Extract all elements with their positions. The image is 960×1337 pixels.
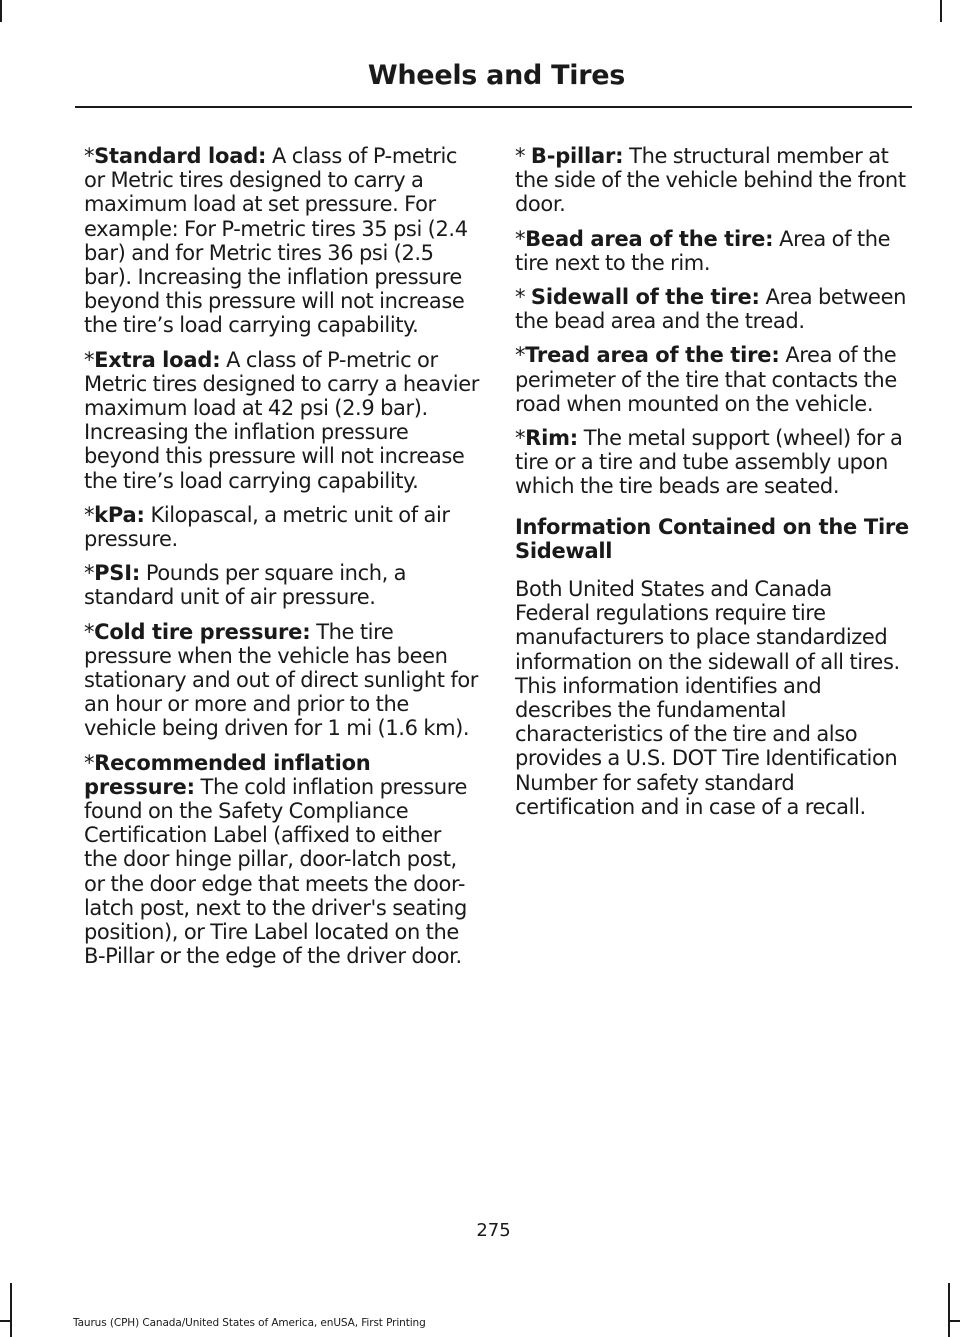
term: Bead area of the tire: (525, 226, 774, 251)
page-title: Wheels and Tires (367, 60, 625, 91)
term: Rim: (525, 426, 578, 451)
crop-mark-top-left (0, 0, 2, 22)
page-number: 275 (476, 1220, 511, 1241)
section-heading: Information Contained on the Tire Sidewall (515, 514, 909, 563)
term: kPa: (94, 502, 145, 527)
definition-sidewall: * Sidewall of the tire: Area between the bead area and the tread. (515, 285, 907, 334)
right-column (515, 144, 910, 829)
left-column (84, 144, 479, 979)
crop-mark-bottom-right-h (948, 1320, 960, 1322)
definition-cold-tire-pressure: *Cold tire pressure: The tire pressure when the vehicle has been stationary and out of direct sunlight for an hour or more and prior to the vehicle being driven for 1 mi (1.6 km). (84, 619, 479, 741)
definition-standard-load: *Standard load: A class of P-metric or Metric tires designed to carry a maximum load at set pressure. For example: For P-metric tires 35 psi (2.4 bar) and for Metric tires 36 psi (2.5 bar). Increasing the inflation pressure beyond this pressure will not increase the tire’s load carrying capability. (84, 144, 468, 338)
crop-mark-bottom-left-h (0, 1320, 12, 1322)
crop-mark-bottom-left (10, 1283, 12, 1337)
definition-tread-area: *Tread area of the tire: Area of the perimeter of the tire that contacts the road when mounted on the vehicle. (515, 343, 897, 416)
term: Extra load: (94, 347, 221, 372)
term: Tread area of the tire: (525, 343, 780, 368)
header-divider (75, 106, 912, 108)
definition-kpa: *kPa: Kilopascal, a metric unit of air pressure. (84, 502, 450, 552)
term: B-pillar: (530, 144, 624, 168)
term: Cold tire pressure: (94, 619, 311, 644)
definition-bead-area: *Bead area of the tire: Area of the tire next to the rim. (515, 226, 891, 275)
term: Sidewall of the tire: (530, 285, 760, 310)
footer-text: Taurus (CPH) Canada/United States of America, enUSA, First Printing (73, 1317, 426, 1329)
term: Standard load: (94, 144, 267, 168)
definition-b-pillar: * B-pillar: The structural member at the side of the vehicle behind the front door. (515, 144, 906, 217)
definition-rim: *Rim: The metal support (wheel) for a tire or a tire and tube assembly upon which the tire beads are seated. (515, 426, 903, 499)
crop-mark-bottom-right (948, 1283, 950, 1337)
term: PSI: (94, 561, 141, 586)
definition-psi: *PSI: Pounds per square inch, a standard unit of air pressure. (84, 561, 407, 610)
section-body: Both United States and Canada Federal regulations require tire manufacturers to place standardized information on the sidewall of all tires. This information identifies and describes the fundamental characteristics of the tire and also provides a U.S. DOT Tire Identification Number for safety standard certification and in case of a recall. (515, 577, 900, 819)
definition-extra-load: *Extra load: A class of P-metric or Metric tires designed to carry a heavier maximum load at 42 psi (2.9 bar). Increasing the inflation pressure beyond this pressure will not increase the tire’s load carrying capability. (84, 347, 479, 493)
crop-mark-top-right (940, 0, 942, 22)
definition-recommended-inflation-pressure: *Recommended inflation pressure: The cold inflation pressure found on the Safety Compliance Certification Label (affixed to either the door hinge pillar, door-latch post, or the door edge that meets the door-latch post, next to the driver's seating position), or Tire Label located on the B-Pillar or the edge of the driver door. (84, 750, 468, 969)
term: Recommended inflation pressure: (84, 750, 371, 799)
